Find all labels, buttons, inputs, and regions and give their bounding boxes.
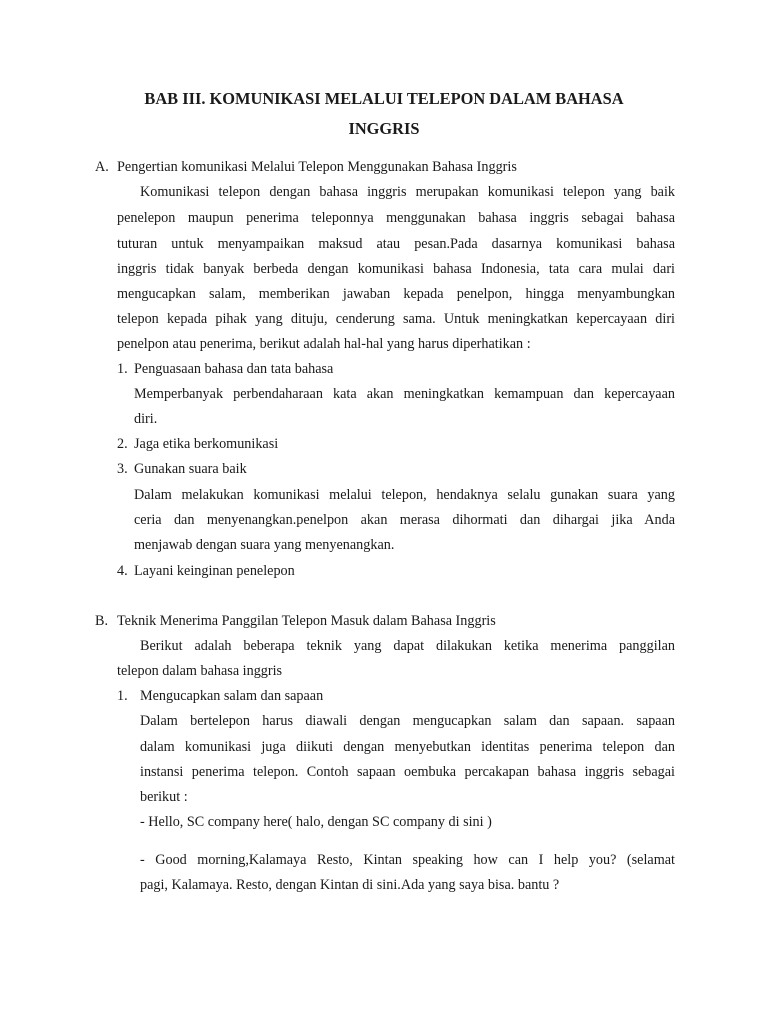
list-item-label: Penguasaan bahasa dan tata bahasa (134, 361, 334, 377)
list-item-label: Layani keinginan penelepon (134, 563, 295, 579)
section-a-marker: A. (95, 159, 109, 175)
section-b-marker: B. (95, 613, 109, 629)
section-a-paragraph-line: Komunikasi telepon dengan bahasa inggris merupakan komunikasi telepon yang baik (140, 184, 675, 200)
example-line: - Good morning,Kalamaya Resto, Kintan speaking how can I help you? (selamat (140, 852, 675, 868)
list-item-description-line: instansi penerima telepon. Contoh sapaan oembuka percakapan bahasa inggris sebagai (140, 764, 675, 780)
list-item-number: 1. (117, 361, 128, 377)
example-line: pagi, Kalamaya. Resto, dengan Kintan di sini.Ada yang saya bisa. bantu ? (140, 877, 560, 893)
example-line: - Hello, SC company here( halo, dengan SC company di sini ) (140, 814, 492, 830)
section-b-paragraph-line: Berikut adalah beberapa teknik yang dapat dilakukan ketika menerima panggilan (140, 638, 675, 654)
list-item-number: 4. (117, 563, 128, 579)
list-item-description-line: Dalam melakukan komunikasi melalui telepon, hendaknya selalu gunakan suara yang (134, 487, 675, 503)
list-item-description-line: dalam komunikasi juga diikuti dengan menyebutkan identitas penerima telepon dan (140, 739, 675, 755)
section-a-paragraph-line: tuturan untuk menyampaikan maksud atau pesan.Pada dasarnya komunikasi bahasa (117, 236, 675, 252)
section-a-paragraph-line: inggris tidak banyak berbeda dengan komunikasi bahasa Indonesia, tata cara mulai dari (117, 261, 675, 277)
list-item-number: 3. (117, 461, 128, 477)
list-item-description-line: Memperbanyak perbendaharaan kata akan meningkatkan kemampuan dan kepercayaan (134, 386, 675, 402)
section-b-paragraph-line: telepon dalam bahasa inggris (117, 663, 283, 679)
list-item-description-line: Dalam bertelepon harus diawali dengan mengucapkan salam dan sapaan. sapaan (140, 713, 675, 729)
section-a-heading: Pengertian komunikasi Melalui Telepon Menggunakan Bahasa Inggris (117, 159, 517, 175)
list-item-label: Mengucapkan salam dan sapaan (140, 688, 324, 704)
list-item-description-line: menjawab dengan suara yang menyenangkan. (134, 537, 395, 553)
list-item-description-line: diri. (134, 411, 158, 427)
section-a-paragraph-line: penelepon maupun penerima teleponnya menggunakan bahasa inggris sebagai bahasa (117, 210, 675, 226)
section-a-paragraph-line: penelpon atau penerima, berikut adalah hal-hal yang harus diperhatikan : (117, 336, 531, 352)
list-item-description-line: ceria dan menyenangkan.penelpon akan merasa dihormati dan dihargai jika Anda (134, 512, 675, 528)
section-b-heading: Teknik Menerima Panggilan Telepon Masuk dalam Bahasa Inggris (117, 613, 496, 629)
list-item-description-line: berikut : (140, 789, 188, 805)
list-item-number: 2. (117, 436, 128, 452)
section-a-paragraph-line: telepon kepada pihak yang dituju, cenderung sama. Untuk meningkatkan kepercayaan diri (117, 311, 675, 327)
list-item-label: Jaga etika berkomunikasi (134, 436, 279, 452)
title-line-2: INGGRIS (348, 119, 420, 138)
list-item-number: 1. (117, 688, 128, 704)
list-item-label: Gunakan suara baik (134, 461, 247, 477)
title-line-1: BAB III. KOMUNIKASI MELALUI TELEPON DALAM BAHASA (144, 89, 624, 108)
section-a-paragraph-line: mengucapkan salam, memberikan jawaban kepada penelpon, hingga menyambungkan (117, 286, 675, 302)
